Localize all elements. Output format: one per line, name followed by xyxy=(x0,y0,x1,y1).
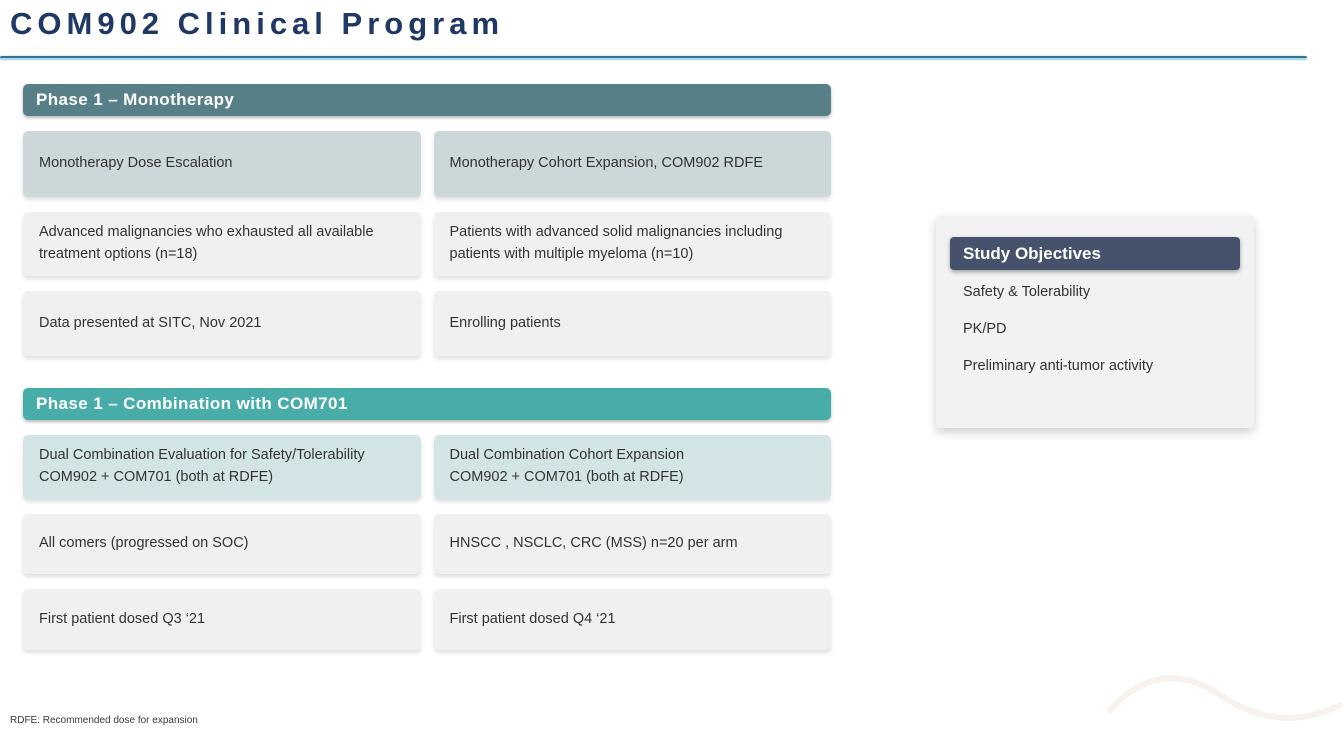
phase2-col2-title-box xyxy=(434,435,832,499)
phase2-col1-status-text: First patient dosed Q3 ‘21 xyxy=(39,610,206,627)
phase2-col1-status-box xyxy=(23,589,421,650)
footnote: RDFE: Recommended dose for expansion xyxy=(10,715,198,726)
study-objectives-header: Study Objectives xyxy=(950,237,1240,270)
phase1-col1-population-box xyxy=(23,212,421,276)
phase2-col1-title-box xyxy=(23,435,421,499)
phase2-col2-population-text: HNSCC , NSCLC, CRC (MSS) n=20 per arm xyxy=(449,535,738,552)
watermark-curve xyxy=(1100,650,1343,750)
phase2-col1-population-text: All comers (progressed on SOC) xyxy=(39,535,249,552)
phase2-col2-status-text: First patient dosed Q4 ‘21 xyxy=(449,610,616,627)
phase1-grid xyxy=(23,131,831,356)
study-objectives-panel xyxy=(936,216,1254,428)
phase1-header: Phase 1 – Monotherapy xyxy=(23,84,831,116)
objective-item-safety: Safety & Tolerability xyxy=(963,284,1091,300)
phase1-col2-population-text: Patients with advanced solid malignancies including patients with multiple myeloma (n=10) xyxy=(449,224,783,262)
phase2-col1-title-line1: Dual Combination Evaluation for Safety/Tolerability xyxy=(39,447,365,464)
phase2-col1-title-line2: COM902 + COM701 (both at RDFE) xyxy=(39,469,274,485)
phase2-header: Phase 1 – Combination with COM701 xyxy=(23,388,831,420)
program-sections xyxy=(23,84,831,650)
objective-item-antitumor: Preliminary anti-tumor activity xyxy=(963,358,1154,374)
phase1-col2-status-text: Enrolling patients xyxy=(449,314,561,331)
phase2-col1-population-box xyxy=(23,514,421,574)
phase1-col2-title-line1: Monotherapy Cohort Expansion, COM902 RDFE xyxy=(449,155,764,172)
phase1-col1-population-text: Advanced malignancies who exhausted all available treatment options (n=18) xyxy=(39,224,374,262)
title-divider xyxy=(0,55,1307,61)
phase1-col2-population-box xyxy=(434,212,832,276)
phase2-col2-status-box xyxy=(434,589,832,650)
phase2-grid xyxy=(23,435,831,650)
phase1-col1-status-text: Data presented at SITC, Nov 2021 xyxy=(39,314,262,331)
objective-item-pkpd: PK/PD xyxy=(963,321,1007,337)
phase1-col1-status-box xyxy=(23,291,421,356)
phase1-col1-title-line1: Monotherapy Dose Escalation xyxy=(39,155,233,172)
study-objectives-list xyxy=(936,284,1254,374)
phase-section-monotherapy xyxy=(23,84,831,356)
phase-section-combination xyxy=(23,388,831,650)
phase1-col1-title-box xyxy=(23,131,421,197)
phase1-col2-status-box xyxy=(434,291,832,356)
phase2-col2-population-box xyxy=(434,514,832,574)
phase2-col2-title-line2: COM902 + COM701 (both at RDFE) xyxy=(449,469,684,485)
phase1-col2-title-box xyxy=(434,131,832,197)
phase2-col2-title-line1: Dual Combination Cohort Expansion xyxy=(449,447,685,464)
page-title: COM902 Clinical Program xyxy=(10,6,505,41)
